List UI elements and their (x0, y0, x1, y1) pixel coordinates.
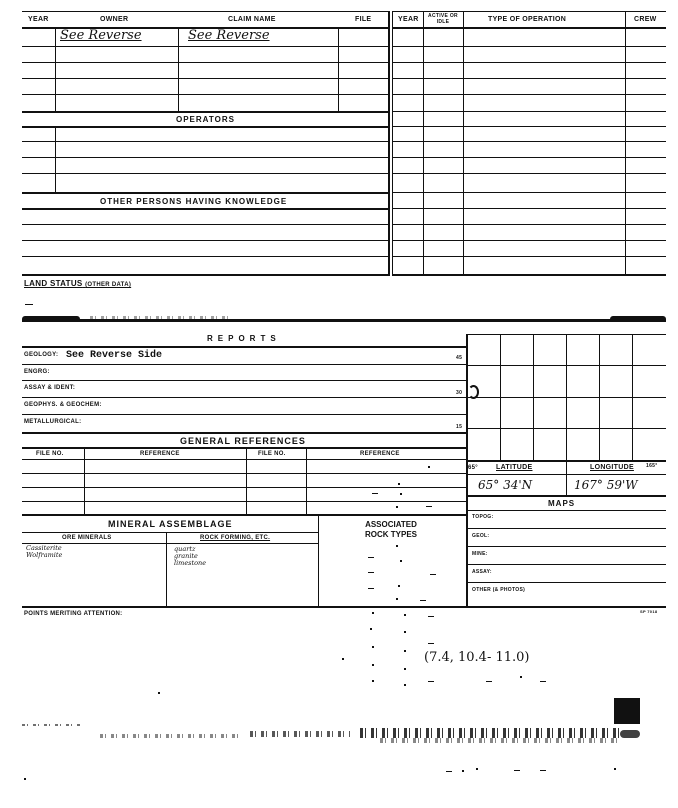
map-row-geol: GEOL: (472, 533, 490, 539)
col-active-idle: ACTIVE OR IDLE (428, 13, 458, 25)
map-row-other: OTHER (& PHOTOS) (472, 587, 526, 593)
points-handwritten-note: (7.4, 10.4- 11.0) (424, 650, 530, 665)
assay-ident-label: ASSAY & IDENT: (24, 385, 76, 391)
ore-minerals-label: ORE MINERALS (62, 535, 112, 541)
operators-label: OPERATORS (176, 115, 235, 124)
land-status-label (24, 279, 131, 288)
geophys-label: GEOPHYS. & GEOCHEM: (24, 402, 102, 408)
rock-forming-value: quartz granite limestone (174, 545, 207, 567)
associated-rock-types-label: ASSOCIATED ROCK TYPES (364, 520, 417, 539)
col-type-of-operation: TYPE OF OPERATION (488, 16, 567, 23)
ref-col-reference-2: REFERENCE (360, 451, 400, 457)
mineral-assemblage-title: MINERAL ASSEMBLAGE (108, 519, 233, 529)
ref-col-file-no: FILE NO. (36, 451, 64, 457)
col-crew: CREW (634, 16, 657, 23)
maps-title: MAPS (548, 499, 576, 508)
metallurgical-num: 15 (456, 424, 463, 430)
metallurgical-label: METALLURGICAL: (24, 419, 82, 425)
ref-col-reference: REFERENCE (140, 451, 180, 457)
geology-label: GEOLOGY: (24, 352, 59, 358)
location-mark-icon (468, 385, 479, 399)
geology-value: See Reverse Side (66, 350, 163, 361)
longitude-label: LONGITUDE (590, 464, 634, 471)
form-number: SP 7018 (640, 609, 658, 614)
owner-value: See Reverse (60, 28, 142, 43)
longitude-value: 167° 59'W (574, 478, 638, 492)
land-status-text: LAND STATUS (24, 279, 83, 288)
general-references-title: GENERAL REFERENCES (180, 436, 306, 446)
points-meriting-attention-label: POINTS MERITING ATTENTION: (24, 611, 123, 617)
registration-mark (614, 698, 640, 724)
map-row-topog: TOPOG: (472, 514, 494, 520)
reports-title: REPORTS (207, 334, 281, 343)
engrg-label: ENGRG: (24, 369, 50, 375)
col-year: YEAR (28, 16, 49, 23)
lat-prefix: 65° (468, 465, 478, 471)
col-owner: OWNER (100, 16, 129, 23)
land-status-sub: (OTHER DATA) (85, 282, 132, 288)
long-prefix: 165° (646, 463, 658, 469)
claim-name-value: See Reverse (188, 28, 270, 43)
map-row-mine: MINE: (472, 551, 488, 557)
assay-ident-num: 30 (456, 390, 463, 396)
col-claim-name: CLAIM NAME (228, 16, 276, 23)
geology-num: 45 (456, 355, 463, 361)
col-year-2: YEAR (398, 16, 419, 23)
rock-forming-label: ROCK FORMING, ETC. (200, 535, 271, 541)
ore-minerals-value: Cassiterite Wolframite (26, 544, 63, 559)
latitude-value: 65° 34'N (478, 478, 533, 492)
map-row-assay: ASSAY: (472, 569, 492, 575)
col-file: FILE (355, 16, 372, 23)
ref-col-file-no-2: FILE NO. (258, 451, 286, 457)
latitude-label: LATITUDE (496, 464, 533, 471)
other-persons-label: OTHER PERSONS HAVING KNOWLEDGE (100, 197, 288, 206)
